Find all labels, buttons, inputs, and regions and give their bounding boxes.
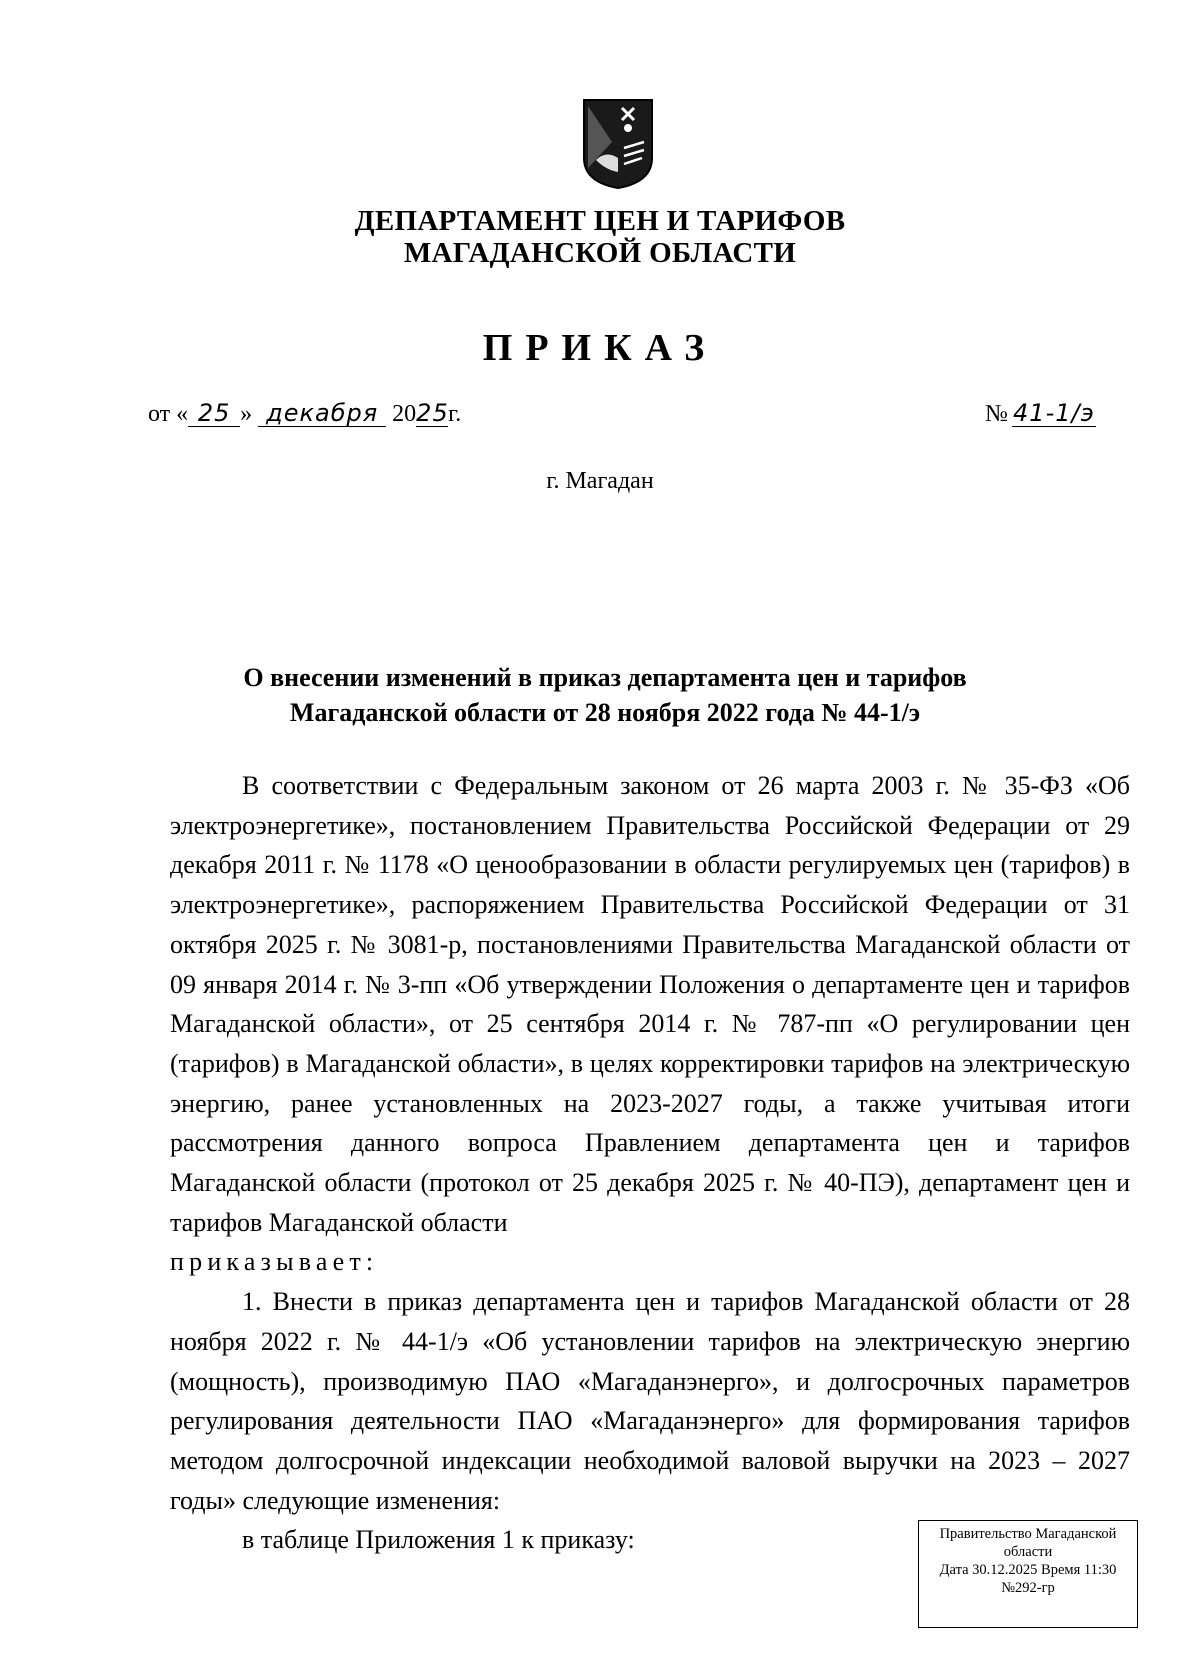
order-date: [148, 400, 461, 428]
order-number: [985, 400, 1096, 428]
date-year-handwritten: 25: [416, 399, 449, 427]
stamp-line2: области: [1003, 1544, 1053, 1560]
registration-stamp: [918, 1520, 1138, 1628]
document-type-title: ПРИКАЗ: [482, 327, 718, 369]
department-name-line2: МАГАДАНСКОЙ ОБЛАСТИ: [403, 237, 797, 269]
preamble-paragraph: В соответствии с Федеральным законом от 26 марта 2003 г. № 35-ФЗ «Об электроэнергетике», постановлением Правительства Российской Федерации от 29 декабря 2011 г. № 1178 «О ценообразовании в области регулируемых цен (тарифов) в электроэнергетике», распоряжением Правительства Российской Федерации от 31 октября 2025 г. № 3081-р, постановлениями Правительства Магаданской области от 09 января 2014 г. № 3-пп «Об утверждении Положения о департаменте цен и тарифов Магаданской области», от 25 сентября 2014 г. № 787-пп «О регулировании цен (тарифов) в Магаданской области», в целях корректировки тарифов на электрическую энергию, ранее установленных на 2023-2027 годы, а также учитывая итоги рассмотрения данного вопроса Правлением департамента цен и тарифов Магаданской области (протокол от 25 декабря 2025 г. № 40-ПЭ), департамент цен и тарифов Магаданской области: [170, 771, 1130, 1237]
stamp-line4: №292-гр: [1001, 1580, 1055, 1596]
order-body: [170, 766, 1130, 1560]
date-year-prefix: 20: [392, 401, 417, 427]
subject-line1: О внесении изменений в приказ департамента цен и тарифов: [243, 663, 967, 692]
city: г. Магадан: [546, 468, 654, 494]
department-name-line1: ДЕПАРТАМЕНТ ЦЕН И ТАРИФОВ: [354, 205, 846, 237]
item-1-paragraph: 1. Внести в приказ департамента цен и тарифов Магаданской области от 28 ноября 2022 г. № 44-1/э «Об установлении тарифов на электрическую энергию (мощность), производимую ПАО «Магаданэнерго», и долгосрочных параметров регулирования деятельности ПАО «Магаданэнерго» для формирования тарифов методом долгосрочной индексации необходимой валовой выручки на 2023 – 2027 годы» следующие изменения:: [170, 1287, 1130, 1515]
stamp-line3: Дата 30.12.2025 Время 11:30: [939, 1562, 1117, 1578]
coat-of-arms-icon: [582, 98, 654, 190]
date-day-handwritten: 25: [188, 400, 240, 427]
item-1-sub-paragraph: в таблице Приложения 1 к приказу:: [242, 1525, 635, 1555]
number-label: №: [985, 401, 1008, 427]
date-month-handwritten: декабря: [258, 400, 386, 427]
stamp-line1: Правительство Магаданской: [939, 1526, 1117, 1542]
number-value-handwritten: 41-1/э: [1013, 399, 1095, 427]
date-suffix: г.: [448, 401, 462, 427]
date-mid: »: [240, 401, 253, 427]
order-subject: [170, 660, 1040, 730]
subject-line2: Магаданской области от 28 ноября 2022 года № 44-1/э: [289, 698, 921, 727]
orders-word: приказывает:: [170, 1247, 379, 1277]
date-prefix: от «: [148, 401, 189, 427]
